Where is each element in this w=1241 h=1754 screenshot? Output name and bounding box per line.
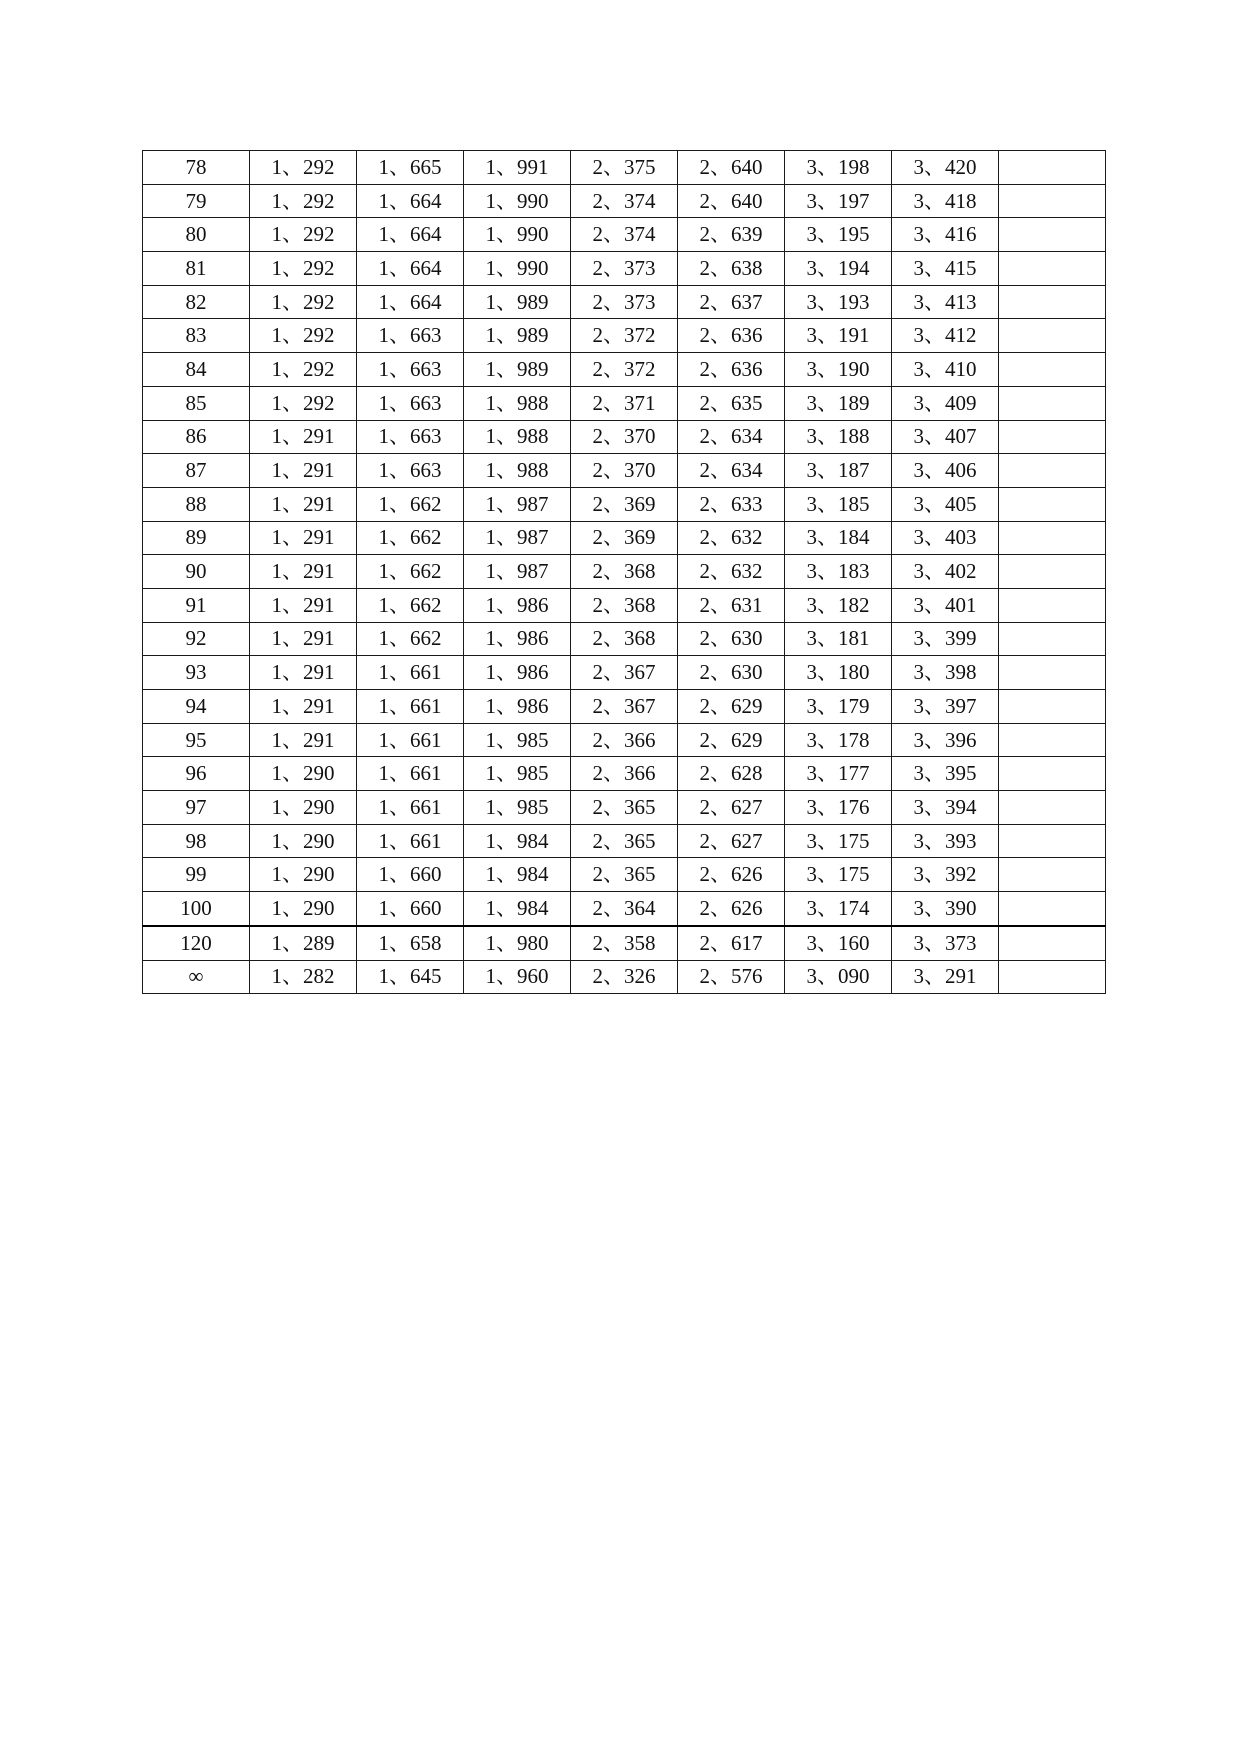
row-label-cell: 82 xyxy=(143,285,250,319)
table-cell: 2、365 xyxy=(571,858,678,892)
table-cell: 1、292 xyxy=(250,218,357,252)
table-cell xyxy=(999,622,1106,656)
row-label-cell: 97 xyxy=(143,791,250,825)
table-cell: 1、984 xyxy=(464,892,571,926)
table-cell: 3、406 xyxy=(892,454,999,488)
table-cell: 1、664 xyxy=(357,218,464,252)
table-cell: 3、187 xyxy=(785,454,892,488)
table-row xyxy=(143,420,1106,454)
table-cell xyxy=(999,386,1106,420)
table-cell: 1、664 xyxy=(357,285,464,319)
table-cell xyxy=(999,319,1106,353)
table-cell: 1、661 xyxy=(357,791,464,825)
table-cell: 2、635 xyxy=(678,386,785,420)
table-cell: 2、632 xyxy=(678,521,785,555)
table-cell: 2、640 xyxy=(678,184,785,218)
table-row xyxy=(143,858,1106,892)
table-cell: 3、160 xyxy=(785,926,892,960)
table-cell: 1、290 xyxy=(250,757,357,791)
table-cell: 2、370 xyxy=(571,454,678,488)
row-label-cell: 99 xyxy=(143,858,250,892)
table-cell: 3、403 xyxy=(892,521,999,555)
table-cell: 3、392 xyxy=(892,858,999,892)
table-row xyxy=(143,353,1106,387)
table-cell: 3、090 xyxy=(785,960,892,994)
table-cell: 2、626 xyxy=(678,892,785,926)
table-cell: 3、177 xyxy=(785,757,892,791)
table-cell: 3、181 xyxy=(785,622,892,656)
table-cell: 1、986 xyxy=(464,588,571,622)
value-table xyxy=(142,150,1106,994)
table-cell: 3、402 xyxy=(892,555,999,589)
table-row xyxy=(143,252,1106,286)
table-cell: 1、991 xyxy=(464,151,571,185)
row-label-cell: 80 xyxy=(143,218,250,252)
table-cell: 2、371 xyxy=(571,386,678,420)
table-cell: 1、292 xyxy=(250,184,357,218)
row-label-cell: 87 xyxy=(143,454,250,488)
table-row xyxy=(143,521,1106,555)
table-cell: 3、197 xyxy=(785,184,892,218)
row-label-cell: 92 xyxy=(143,622,250,656)
table-cell xyxy=(999,926,1106,960)
table-cell: 1、989 xyxy=(464,319,571,353)
table-cell: 3、397 xyxy=(892,690,999,724)
table-cell: 1、661 xyxy=(357,656,464,690)
table-cell: 1、289 xyxy=(250,926,357,960)
table-cell xyxy=(999,487,1106,521)
table-cell: 1、960 xyxy=(464,960,571,994)
table-cell: 1、986 xyxy=(464,656,571,690)
table-cell xyxy=(999,353,1106,387)
table-cell xyxy=(999,960,1106,994)
table-cell: 2、634 xyxy=(678,454,785,488)
table-cell xyxy=(999,858,1106,892)
table-cell: 3、194 xyxy=(785,252,892,286)
table-cell: 2、628 xyxy=(678,757,785,791)
table-cell: 1、661 xyxy=(357,723,464,757)
table-cell: 2、368 xyxy=(571,588,678,622)
table-cell: 3、373 xyxy=(892,926,999,960)
table-cell: 1、986 xyxy=(464,622,571,656)
table-cell: 2、631 xyxy=(678,588,785,622)
table-cell: 2、629 xyxy=(678,690,785,724)
table-cell: 2、617 xyxy=(678,926,785,960)
table-cell: 1、662 xyxy=(357,487,464,521)
table-cell xyxy=(999,824,1106,858)
table-cell: 2、636 xyxy=(678,319,785,353)
table-cell: 1、292 xyxy=(250,386,357,420)
table-cell: 2、576 xyxy=(678,960,785,994)
table-cell: 3、413 xyxy=(892,285,999,319)
table-cell xyxy=(999,723,1106,757)
table-cell: 2、639 xyxy=(678,218,785,252)
table-cell: 1、663 xyxy=(357,454,464,488)
row-label-cell: 78 xyxy=(143,151,250,185)
table-cell: 3、291 xyxy=(892,960,999,994)
table-cell: 1、990 xyxy=(464,184,571,218)
table-row xyxy=(143,386,1106,420)
table-cell: 1、980 xyxy=(464,926,571,960)
row-label-cell: 91 xyxy=(143,588,250,622)
table-cell: 1、291 xyxy=(250,487,357,521)
table-cell: 1、988 xyxy=(464,454,571,488)
table-cell: 1、291 xyxy=(250,420,357,454)
table-cell xyxy=(999,588,1106,622)
table-cell: 3、193 xyxy=(785,285,892,319)
table-cell: 1、292 xyxy=(250,151,357,185)
table-row xyxy=(143,926,1106,960)
row-label-cell: 94 xyxy=(143,690,250,724)
table-cell: 2、627 xyxy=(678,791,785,825)
table-cell xyxy=(999,252,1106,286)
row-label-cell: 81 xyxy=(143,252,250,286)
table-cell: 3、395 xyxy=(892,757,999,791)
table-cell: 2、372 xyxy=(571,353,678,387)
table-cell: 1、664 xyxy=(357,252,464,286)
table-cell: 1、984 xyxy=(464,858,571,892)
table-row xyxy=(143,151,1106,185)
table-cell: 2、326 xyxy=(571,960,678,994)
table-cell: 3、410 xyxy=(892,353,999,387)
table-cell: 1、291 xyxy=(250,723,357,757)
table-cell xyxy=(999,184,1106,218)
table-cell: 2、358 xyxy=(571,926,678,960)
table-cell: 3、393 xyxy=(892,824,999,858)
row-label-cell: 95 xyxy=(143,723,250,757)
table-row xyxy=(143,454,1106,488)
row-label-cell: 89 xyxy=(143,521,250,555)
table-cell: 3、195 xyxy=(785,218,892,252)
table-cell: 2、626 xyxy=(678,858,785,892)
row-label-cell: 79 xyxy=(143,184,250,218)
table-cell: 2、369 xyxy=(571,521,678,555)
row-label-cell: 120 xyxy=(143,926,250,960)
table-cell: 2、369 xyxy=(571,487,678,521)
table-cell xyxy=(999,454,1106,488)
table-cell: 2、638 xyxy=(678,252,785,286)
table-cell: 2、630 xyxy=(678,622,785,656)
table-cell: 3、396 xyxy=(892,723,999,757)
table-cell: 3、190 xyxy=(785,353,892,387)
table-cell: 2、637 xyxy=(678,285,785,319)
table-cell: 2、634 xyxy=(678,420,785,454)
table-row xyxy=(143,892,1106,926)
table-cell xyxy=(999,218,1106,252)
table-row xyxy=(143,656,1106,690)
table-cell xyxy=(999,555,1106,589)
row-label-cell: 93 xyxy=(143,656,250,690)
table-cell: 1、984 xyxy=(464,824,571,858)
row-label-cell: 84 xyxy=(143,353,250,387)
table-cell: 2、366 xyxy=(571,757,678,791)
table-row xyxy=(143,824,1106,858)
table-cell: 3、407 xyxy=(892,420,999,454)
table-cell: 1、989 xyxy=(464,285,571,319)
table-cell: 2、373 xyxy=(571,285,678,319)
table-cell: 1、987 xyxy=(464,487,571,521)
table-cell: 1、663 xyxy=(357,353,464,387)
table-cell: 1、662 xyxy=(357,588,464,622)
table-cell: 2、633 xyxy=(678,487,785,521)
table-cell: 3、179 xyxy=(785,690,892,724)
table-cell: 2、374 xyxy=(571,218,678,252)
table-cell: 2、640 xyxy=(678,151,785,185)
table-cell: 3、416 xyxy=(892,218,999,252)
table-body xyxy=(143,151,1106,994)
table-cell: 1、290 xyxy=(250,791,357,825)
row-label-cell: 88 xyxy=(143,487,250,521)
table-cell xyxy=(999,285,1106,319)
table-cell: 1、987 xyxy=(464,555,571,589)
table-row xyxy=(143,487,1106,521)
table-cell: 2、636 xyxy=(678,353,785,387)
table-row xyxy=(143,622,1106,656)
table-cell xyxy=(999,656,1106,690)
table-cell: 3、420 xyxy=(892,151,999,185)
table-cell: 2、630 xyxy=(678,656,785,690)
table-cell: 3、405 xyxy=(892,487,999,521)
table-row xyxy=(143,319,1106,353)
table-cell: 3、174 xyxy=(785,892,892,926)
table-cell: 3、188 xyxy=(785,420,892,454)
table-cell: 2、373 xyxy=(571,252,678,286)
table-cell: 1、658 xyxy=(357,926,464,960)
table-cell: 2、364 xyxy=(571,892,678,926)
table-cell: 2、632 xyxy=(678,555,785,589)
table-cell: 3、398 xyxy=(892,656,999,690)
table-cell: 1、990 xyxy=(464,218,571,252)
table-cell: 3、183 xyxy=(785,555,892,589)
table-cell: 1、662 xyxy=(357,521,464,555)
table-cell: 1、645 xyxy=(357,960,464,994)
table-cell: 3、185 xyxy=(785,487,892,521)
table-cell: 1、661 xyxy=(357,757,464,791)
table-cell: 1、292 xyxy=(250,252,357,286)
table-cell: 1、663 xyxy=(357,319,464,353)
table-row xyxy=(143,690,1106,724)
row-label-cell: 85 xyxy=(143,386,250,420)
table-cell: 2、366 xyxy=(571,723,678,757)
table-row xyxy=(143,723,1106,757)
table-row xyxy=(143,285,1106,319)
table-cell: 1、660 xyxy=(357,858,464,892)
row-label-cell: 90 xyxy=(143,555,250,589)
table-cell xyxy=(999,151,1106,185)
table-cell: 2、374 xyxy=(571,184,678,218)
table-cell: 2、367 xyxy=(571,656,678,690)
row-label-cell: 98 xyxy=(143,824,250,858)
table-cell: 3、409 xyxy=(892,386,999,420)
table-cell: 1、985 xyxy=(464,723,571,757)
table-row xyxy=(143,588,1106,622)
table-cell: 1、985 xyxy=(464,757,571,791)
table-cell: 3、178 xyxy=(785,723,892,757)
table-cell xyxy=(999,420,1106,454)
table-cell: 1、292 xyxy=(250,353,357,387)
table-cell: 3、198 xyxy=(785,151,892,185)
table-cell: 1、990 xyxy=(464,252,571,286)
table-cell: 1、291 xyxy=(250,555,357,589)
table-cell: 2、627 xyxy=(678,824,785,858)
row-label-cell: ∞ xyxy=(143,960,250,994)
table-cell xyxy=(999,757,1106,791)
table-cell: 3、189 xyxy=(785,386,892,420)
table-cell: 2、367 xyxy=(571,690,678,724)
table-cell: 2、368 xyxy=(571,555,678,589)
table-cell: 1、661 xyxy=(357,690,464,724)
table-cell: 1、989 xyxy=(464,353,571,387)
table-row xyxy=(143,960,1106,994)
table-row xyxy=(143,757,1106,791)
table-cell: 1、663 xyxy=(357,420,464,454)
table-cell: 3、180 xyxy=(785,656,892,690)
table-cell xyxy=(999,521,1106,555)
table-row xyxy=(143,218,1106,252)
table-cell: 1、664 xyxy=(357,184,464,218)
row-label-cell: 96 xyxy=(143,757,250,791)
table-cell: 1、292 xyxy=(250,319,357,353)
table-cell: 1、985 xyxy=(464,791,571,825)
table-cell: 2、372 xyxy=(571,319,678,353)
table-cell: 3、176 xyxy=(785,791,892,825)
table-cell: 2、368 xyxy=(571,622,678,656)
table-cell: 1、291 xyxy=(250,656,357,690)
table-cell: 2、370 xyxy=(571,420,678,454)
table-row xyxy=(143,184,1106,218)
row-label-cell: 100 xyxy=(143,892,250,926)
table-cell: 1、988 xyxy=(464,420,571,454)
table-cell: 3、191 xyxy=(785,319,892,353)
table-cell: 1、663 xyxy=(357,386,464,420)
table-cell: 3、415 xyxy=(892,252,999,286)
table-cell: 1、662 xyxy=(357,622,464,656)
table-cell: 3、175 xyxy=(785,858,892,892)
table-cell: 3、399 xyxy=(892,622,999,656)
table-cell: 1、290 xyxy=(250,824,357,858)
row-label-cell: 86 xyxy=(143,420,250,454)
table-cell xyxy=(999,690,1106,724)
table-cell: 1、662 xyxy=(357,555,464,589)
table-cell: 3、182 xyxy=(785,588,892,622)
table-cell: 3、418 xyxy=(892,184,999,218)
table-cell: 3、175 xyxy=(785,824,892,858)
table-cell: 1、290 xyxy=(250,892,357,926)
table-cell: 2、375 xyxy=(571,151,678,185)
table-row xyxy=(143,555,1106,589)
row-label-cell: 83 xyxy=(143,319,250,353)
table-cell: 1、661 xyxy=(357,824,464,858)
table-cell: 1、291 xyxy=(250,622,357,656)
table-cell: 1、291 xyxy=(250,454,357,488)
table-cell: 1、988 xyxy=(464,386,571,420)
table-cell: 1、290 xyxy=(250,858,357,892)
table-cell: 2、365 xyxy=(571,791,678,825)
table-cell: 2、365 xyxy=(571,824,678,858)
table-cell: 1、986 xyxy=(464,690,571,724)
table-cell: 3、401 xyxy=(892,588,999,622)
table-cell: 1、291 xyxy=(250,588,357,622)
table-cell: 1、291 xyxy=(250,690,357,724)
table-cell: 1、987 xyxy=(464,521,571,555)
table-cell: 2、629 xyxy=(678,723,785,757)
table-cell: 3、184 xyxy=(785,521,892,555)
table-cell: 3、394 xyxy=(892,791,999,825)
table-cell: 1、660 xyxy=(357,892,464,926)
table-cell: 3、390 xyxy=(892,892,999,926)
table-cell: 1、291 xyxy=(250,521,357,555)
table-cell: 3、412 xyxy=(892,319,999,353)
table-cell: 1、292 xyxy=(250,285,357,319)
table-cell: 1、665 xyxy=(357,151,464,185)
table-cell xyxy=(999,791,1106,825)
table-row xyxy=(143,791,1106,825)
table-cell: 1、282 xyxy=(250,960,357,994)
table-cell xyxy=(999,892,1106,926)
